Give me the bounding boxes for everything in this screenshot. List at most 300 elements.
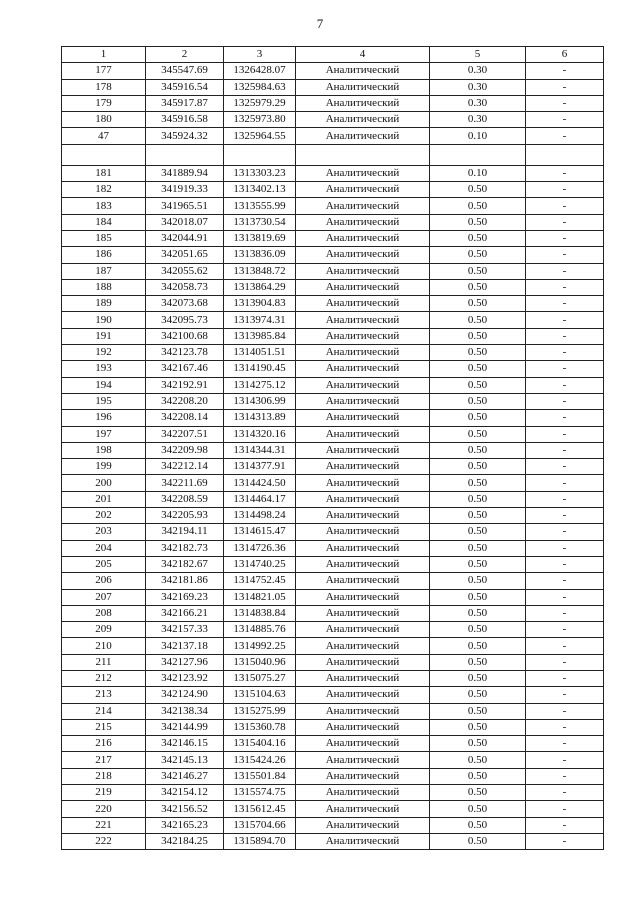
point-number-cell: 195 <box>62 393 146 409</box>
note-cell: - <box>526 230 604 246</box>
method-cell <box>296 144 430 165</box>
accuracy-cell: 0.50 <box>430 508 526 524</box>
accuracy-cell: 0.50 <box>430 833 526 849</box>
table-row <box>62 79 604 95</box>
point-number-cell: 188 <box>62 279 146 295</box>
x-coordinate-cell: 345924.32 <box>146 128 224 144</box>
point-number-cell: 221 <box>62 817 146 833</box>
table-row <box>62 214 604 230</box>
note-cell: - <box>526 556 604 572</box>
method-cell: Аналитический <box>296 165 430 181</box>
table-row <box>62 605 604 621</box>
x-coordinate-cell: 345916.54 <box>146 79 224 95</box>
point-number-cell: 177 <box>62 63 146 79</box>
table-row <box>62 144 604 165</box>
method-cell: Аналитический <box>296 393 430 409</box>
point-number-cell: 210 <box>62 638 146 654</box>
table-row <box>62 540 604 556</box>
note-cell: - <box>526 247 604 263</box>
point-number-cell: 215 <box>62 719 146 735</box>
note-cell: - <box>526 752 604 768</box>
note-cell: - <box>526 475 604 491</box>
note-cell: - <box>526 801 604 817</box>
x-coordinate-cell: 342123.78 <box>146 345 224 361</box>
table-row <box>62 393 604 409</box>
x-coordinate-cell: 341889.94 <box>146 165 224 181</box>
x-coordinate-cell: 342124.90 <box>146 687 224 703</box>
method-cell: Аналитический <box>296 736 430 752</box>
x-coordinate-cell <box>146 144 224 165</box>
point-number-cell: 219 <box>62 785 146 801</box>
point-number-cell: 187 <box>62 263 146 279</box>
method-cell: Аналитический <box>296 703 430 719</box>
point-number-cell: 189 <box>62 296 146 312</box>
x-coordinate-cell: 342208.14 <box>146 410 224 426</box>
note-cell: - <box>526 112 604 128</box>
accuracy-cell: 0.50 <box>430 785 526 801</box>
table-row <box>62 459 604 475</box>
accuracy-cell: 0.50 <box>430 670 526 686</box>
y-coordinate-cell: 1315075.27 <box>224 670 296 686</box>
method-cell: Аналитический <box>296 459 430 475</box>
note-cell: - <box>526 491 604 507</box>
table-row <box>62 491 604 507</box>
method-cell: Аналитический <box>296 491 430 507</box>
table-row <box>62 475 604 491</box>
table-row <box>62 230 604 246</box>
method-cell: Аналитический <box>296 654 430 670</box>
point-number-cell: 183 <box>62 198 146 214</box>
accuracy-cell: 0.50 <box>430 182 526 198</box>
table-row <box>62 556 604 572</box>
table-row <box>62 95 604 111</box>
point-number-cell: 200 <box>62 475 146 491</box>
point-number-cell: 202 <box>62 508 146 524</box>
point-number-cell: 197 <box>62 426 146 442</box>
x-coordinate-cell: 342169.23 <box>146 589 224 605</box>
point-number-cell: 217 <box>62 752 146 768</box>
column-header: 5 <box>430 47 526 63</box>
y-coordinate-cell: 1313904.83 <box>224 296 296 312</box>
x-coordinate-cell: 342209.98 <box>146 442 224 458</box>
x-coordinate-cell: 342184.25 <box>146 833 224 849</box>
note-cell: - <box>526 459 604 475</box>
note-cell: - <box>526 279 604 295</box>
point-number-cell: 216 <box>62 736 146 752</box>
accuracy-cell: 0.50 <box>430 638 526 654</box>
note-cell: - <box>526 573 604 589</box>
point-number-cell: 214 <box>62 703 146 719</box>
y-coordinate-cell: 1315424.26 <box>224 752 296 768</box>
point-number-cell: 212 <box>62 670 146 686</box>
method-cell: Аналитический <box>296 128 430 144</box>
table-row <box>62 638 604 654</box>
x-coordinate-cell: 342051.65 <box>146 247 224 263</box>
accuracy-cell: 0.30 <box>430 63 526 79</box>
x-coordinate-cell: 342212.14 <box>146 459 224 475</box>
x-coordinate-cell: 342044.91 <box>146 230 224 246</box>
y-coordinate-cell: 1325979.29 <box>224 95 296 111</box>
accuracy-cell: 0.50 <box>430 279 526 295</box>
table-row <box>62 654 604 670</box>
accuracy-cell: 0.50 <box>430 801 526 817</box>
note-cell: - <box>526 263 604 279</box>
table-row <box>62 263 604 279</box>
method-cell: Аналитический <box>296 817 430 833</box>
table-row <box>62 377 604 393</box>
table-row <box>62 345 604 361</box>
method-cell: Аналитический <box>296 230 430 246</box>
point-number-cell: 186 <box>62 247 146 263</box>
note-cell <box>526 144 604 165</box>
note-cell: - <box>526 377 604 393</box>
point-number-cell: 179 <box>62 95 146 111</box>
method-cell: Аналитический <box>296 198 430 214</box>
point-number-cell: 203 <box>62 524 146 540</box>
column-header: 2 <box>146 47 224 63</box>
x-coordinate-cell: 341919.33 <box>146 182 224 198</box>
coordinates-table <box>61 46 604 850</box>
x-coordinate-cell: 342156.52 <box>146 801 224 817</box>
point-number-cell: 201 <box>62 491 146 507</box>
method-cell: Аналитический <box>296 785 430 801</box>
y-coordinate-cell: 1313864.29 <box>224 279 296 295</box>
x-coordinate-cell: 345917.87 <box>146 95 224 111</box>
x-coordinate-cell: 342192.91 <box>146 377 224 393</box>
accuracy-cell: 0.50 <box>430 622 526 638</box>
accuracy-cell: 0.50 <box>430 361 526 377</box>
point-number-cell: 206 <box>62 573 146 589</box>
accuracy-cell: 0.50 <box>430 296 526 312</box>
point-number-cell: 196 <box>62 410 146 426</box>
page-number: 7 <box>316 16 324 31</box>
point-number-cell: 180 <box>62 112 146 128</box>
accuracy-cell: 0.50 <box>430 214 526 230</box>
note-cell: - <box>526 128 604 144</box>
x-coordinate-cell: 342157.33 <box>146 622 224 638</box>
table-row <box>62 63 604 79</box>
note-cell: - <box>526 95 604 111</box>
method-cell: Аналитический <box>296 361 430 377</box>
accuracy-cell: 0.50 <box>430 198 526 214</box>
x-coordinate-cell: 342165.23 <box>146 817 224 833</box>
y-coordinate-cell: 1325964.55 <box>224 128 296 144</box>
x-coordinate-cell: 342208.59 <box>146 491 224 507</box>
accuracy-cell: 0.50 <box>430 736 526 752</box>
note-cell: - <box>526 736 604 752</box>
table-row <box>62 247 604 263</box>
y-coordinate-cell: 1313303.23 <box>224 165 296 181</box>
table-row <box>62 410 604 426</box>
method-cell: Аналитический <box>296 556 430 572</box>
column-header: 3 <box>224 47 296 63</box>
method-cell: Аналитический <box>296 112 430 128</box>
note-cell: - <box>526 442 604 458</box>
method-cell: Аналитический <box>296 573 430 589</box>
table-row <box>62 279 604 295</box>
point-number-cell: 194 <box>62 377 146 393</box>
note-cell: - <box>526 589 604 605</box>
method-cell: Аналитический <box>296 622 430 638</box>
accuracy-cell: 0.10 <box>430 128 526 144</box>
x-coordinate-cell: 342095.73 <box>146 312 224 328</box>
point-number-cell: 222 <box>62 833 146 849</box>
y-coordinate-cell: 1314740.25 <box>224 556 296 572</box>
y-coordinate-cell: 1315574.75 <box>224 785 296 801</box>
accuracy-cell: 0.50 <box>430 345 526 361</box>
table-row <box>62 112 604 128</box>
accuracy-cell: 0.50 <box>430 589 526 605</box>
y-coordinate-cell: 1314313.89 <box>224 410 296 426</box>
table-row <box>62 361 604 377</box>
y-coordinate-cell: 1325973.80 <box>224 112 296 128</box>
accuracy-cell: 0.50 <box>430 654 526 670</box>
method-cell: Аналитический <box>296 508 430 524</box>
x-coordinate-cell: 342182.67 <box>146 556 224 572</box>
method-cell: Аналитический <box>296 475 430 491</box>
method-cell: Аналитический <box>296 833 430 849</box>
y-coordinate-cell: 1314190.45 <box>224 361 296 377</box>
note-cell: - <box>526 817 604 833</box>
method-cell: Аналитический <box>296 801 430 817</box>
method-cell: Аналитический <box>296 345 430 361</box>
point-number-cell: 208 <box>62 605 146 621</box>
y-coordinate-cell: 1314464.17 <box>224 491 296 507</box>
method-cell: Аналитический <box>296 79 430 95</box>
note-cell: - <box>526 524 604 540</box>
note-cell: - <box>526 833 604 849</box>
point-number-cell: 218 <box>62 768 146 784</box>
y-coordinate-cell: 1314344.31 <box>224 442 296 458</box>
method-cell: Аналитический <box>296 426 430 442</box>
method-cell: Аналитический <box>296 279 430 295</box>
method-cell: Аналитический <box>296 247 430 263</box>
x-coordinate-cell: 342073.68 <box>146 296 224 312</box>
table-row <box>62 687 604 703</box>
y-coordinate-cell: 1315040.96 <box>224 654 296 670</box>
note-cell: - <box>526 622 604 638</box>
y-coordinate-cell: 1314498.24 <box>224 508 296 524</box>
note-cell: - <box>526 198 604 214</box>
y-coordinate-cell: 1313974.31 <box>224 312 296 328</box>
method-cell: Аналитический <box>296 752 430 768</box>
y-coordinate-cell: 1314838.84 <box>224 605 296 621</box>
table-row <box>62 719 604 735</box>
x-coordinate-cell: 342207.51 <box>146 426 224 442</box>
method-cell: Аналитический <box>296 328 430 344</box>
point-number-cell: 193 <box>62 361 146 377</box>
table-row <box>62 328 604 344</box>
y-coordinate-cell: 1314051.51 <box>224 345 296 361</box>
method-cell: Аналитический <box>296 768 430 784</box>
point-number-cell: 182 <box>62 182 146 198</box>
point-number-cell: 207 <box>62 589 146 605</box>
method-cell: Аналитический <box>296 214 430 230</box>
x-coordinate-cell: 345547.69 <box>146 63 224 79</box>
method-cell: Аналитический <box>296 670 430 686</box>
note-cell: - <box>526 768 604 784</box>
accuracy-cell: 0.50 <box>430 703 526 719</box>
y-coordinate-cell: 1313819.69 <box>224 230 296 246</box>
table-row <box>62 817 604 833</box>
method-cell: Аналитический <box>296 377 430 393</box>
accuracy-cell: 0.50 <box>430 263 526 279</box>
x-coordinate-cell: 345916.58 <box>146 112 224 128</box>
y-coordinate-cell: 1315704.66 <box>224 817 296 833</box>
x-coordinate-cell: 342205.93 <box>146 508 224 524</box>
accuracy-cell: 0.50 <box>430 491 526 507</box>
point-number-cell: 181 <box>62 165 146 181</box>
x-coordinate-cell: 342182.73 <box>146 540 224 556</box>
method-cell: Аналитический <box>296 442 430 458</box>
accuracy-cell: 0.50 <box>430 524 526 540</box>
y-coordinate-cell: 1313730.54 <box>224 214 296 230</box>
y-coordinate-cell: 1314275.12 <box>224 377 296 393</box>
table-row <box>62 296 604 312</box>
table-body <box>62 47 604 850</box>
note-cell: - <box>526 296 604 312</box>
table-row <box>62 165 604 181</box>
note-cell: - <box>526 426 604 442</box>
accuracy-cell: 0.10 <box>430 165 526 181</box>
x-coordinate-cell: 342181.86 <box>146 573 224 589</box>
note-cell: - <box>526 345 604 361</box>
y-coordinate-cell: 1315894.70 <box>224 833 296 849</box>
point-number-cell: 205 <box>62 556 146 572</box>
accuracy-cell: 0.50 <box>430 556 526 572</box>
point-number-cell: 192 <box>62 345 146 361</box>
note-cell: - <box>526 654 604 670</box>
note-cell: - <box>526 63 604 79</box>
table-row <box>62 833 604 849</box>
y-coordinate-cell: 1314306.99 <box>224 393 296 409</box>
table-row <box>62 508 604 524</box>
x-coordinate-cell: 342100.68 <box>146 328 224 344</box>
x-coordinate-cell: 342055.62 <box>146 263 224 279</box>
note-cell: - <box>526 214 604 230</box>
table-row <box>62 752 604 768</box>
x-coordinate-cell: 342146.27 <box>146 768 224 784</box>
x-coordinate-cell: 342123.92 <box>146 670 224 686</box>
accuracy-cell: 0.50 <box>430 230 526 246</box>
note-cell: - <box>526 508 604 524</box>
table-row <box>62 524 604 540</box>
method-cell: Аналитический <box>296 312 430 328</box>
point-number-cell: 213 <box>62 687 146 703</box>
point-number-cell: 178 <box>62 79 146 95</box>
method-cell: Аналитический <box>296 182 430 198</box>
note-cell: - <box>526 687 604 703</box>
y-coordinate-cell: 1326428.07 <box>224 63 296 79</box>
x-coordinate-cell: 342145.13 <box>146 752 224 768</box>
table-row <box>62 670 604 686</box>
accuracy-cell: 0.30 <box>430 95 526 111</box>
y-coordinate-cell: 1315404.16 <box>224 736 296 752</box>
table-row <box>62 426 604 442</box>
table-row <box>62 198 604 214</box>
table-row <box>62 622 604 638</box>
note-cell: - <box>526 361 604 377</box>
accuracy-cell <box>430 144 526 165</box>
table-row <box>62 442 604 458</box>
point-number-cell: 209 <box>62 622 146 638</box>
column-header: 1 <box>62 47 146 63</box>
x-coordinate-cell: 342194.11 <box>146 524 224 540</box>
accuracy-cell: 0.50 <box>430 442 526 458</box>
accuracy-cell: 0.50 <box>430 459 526 475</box>
method-cell: Аналитический <box>296 296 430 312</box>
point-number-cell: 211 <box>62 654 146 670</box>
x-coordinate-cell: 342137.18 <box>146 638 224 654</box>
point-number-cell: 184 <box>62 214 146 230</box>
x-coordinate-cell: 342138.34 <box>146 703 224 719</box>
method-cell: Аналитический <box>296 589 430 605</box>
column-header: 6 <box>526 47 604 63</box>
point-number-cell: 190 <box>62 312 146 328</box>
y-coordinate-cell: 1315104.63 <box>224 687 296 703</box>
accuracy-cell: 0.50 <box>430 817 526 833</box>
x-coordinate-cell: 341965.51 <box>146 198 224 214</box>
method-cell: Аналитический <box>296 263 430 279</box>
accuracy-cell: 0.50 <box>430 752 526 768</box>
y-coordinate-cell: 1315275.99 <box>224 703 296 719</box>
accuracy-cell: 0.30 <box>430 79 526 95</box>
note-cell: - <box>526 393 604 409</box>
point-number-cell: 204 <box>62 540 146 556</box>
point-number-cell: 220 <box>62 801 146 817</box>
note-cell: - <box>526 719 604 735</box>
table-header-row <box>62 47 604 63</box>
y-coordinate-cell: 1314424.50 <box>224 475 296 491</box>
accuracy-cell: 0.50 <box>430 768 526 784</box>
table-row <box>62 182 604 198</box>
y-coordinate-cell: 1314885.76 <box>224 622 296 638</box>
y-coordinate-cell: 1314726.36 <box>224 540 296 556</box>
table-row <box>62 589 604 605</box>
accuracy-cell: 0.50 <box>430 247 526 263</box>
method-cell: Аналитический <box>296 410 430 426</box>
note-cell: - <box>526 638 604 654</box>
accuracy-cell: 0.50 <box>430 540 526 556</box>
x-coordinate-cell: 342146.15 <box>146 736 224 752</box>
table-row <box>62 768 604 784</box>
y-coordinate-cell: 1314992.25 <box>224 638 296 654</box>
accuracy-cell: 0.50 <box>430 573 526 589</box>
point-number-cell: 198 <box>62 442 146 458</box>
column-header: 4 <box>296 47 430 63</box>
method-cell: Аналитический <box>296 638 430 654</box>
accuracy-cell: 0.50 <box>430 426 526 442</box>
x-coordinate-cell: 342167.46 <box>146 361 224 377</box>
accuracy-cell: 0.50 <box>430 393 526 409</box>
note-cell: - <box>526 540 604 556</box>
y-coordinate-cell: 1313836.09 <box>224 247 296 263</box>
point-number-cell: 199 <box>62 459 146 475</box>
note-cell: - <box>526 328 604 344</box>
y-coordinate-cell: 1314752.45 <box>224 573 296 589</box>
y-coordinate-cell: 1313848.72 <box>224 263 296 279</box>
y-coordinate-cell <box>224 144 296 165</box>
y-coordinate-cell: 1314320.16 <box>224 426 296 442</box>
accuracy-cell: 0.50 <box>430 687 526 703</box>
y-coordinate-cell: 1314377.91 <box>224 459 296 475</box>
y-coordinate-cell: 1313985.84 <box>224 328 296 344</box>
point-number-cell: 185 <box>62 230 146 246</box>
x-coordinate-cell: 342018.07 <box>146 214 224 230</box>
method-cell: Аналитический <box>296 540 430 556</box>
x-coordinate-cell: 342144.99 <box>146 719 224 735</box>
table-row <box>62 703 604 719</box>
